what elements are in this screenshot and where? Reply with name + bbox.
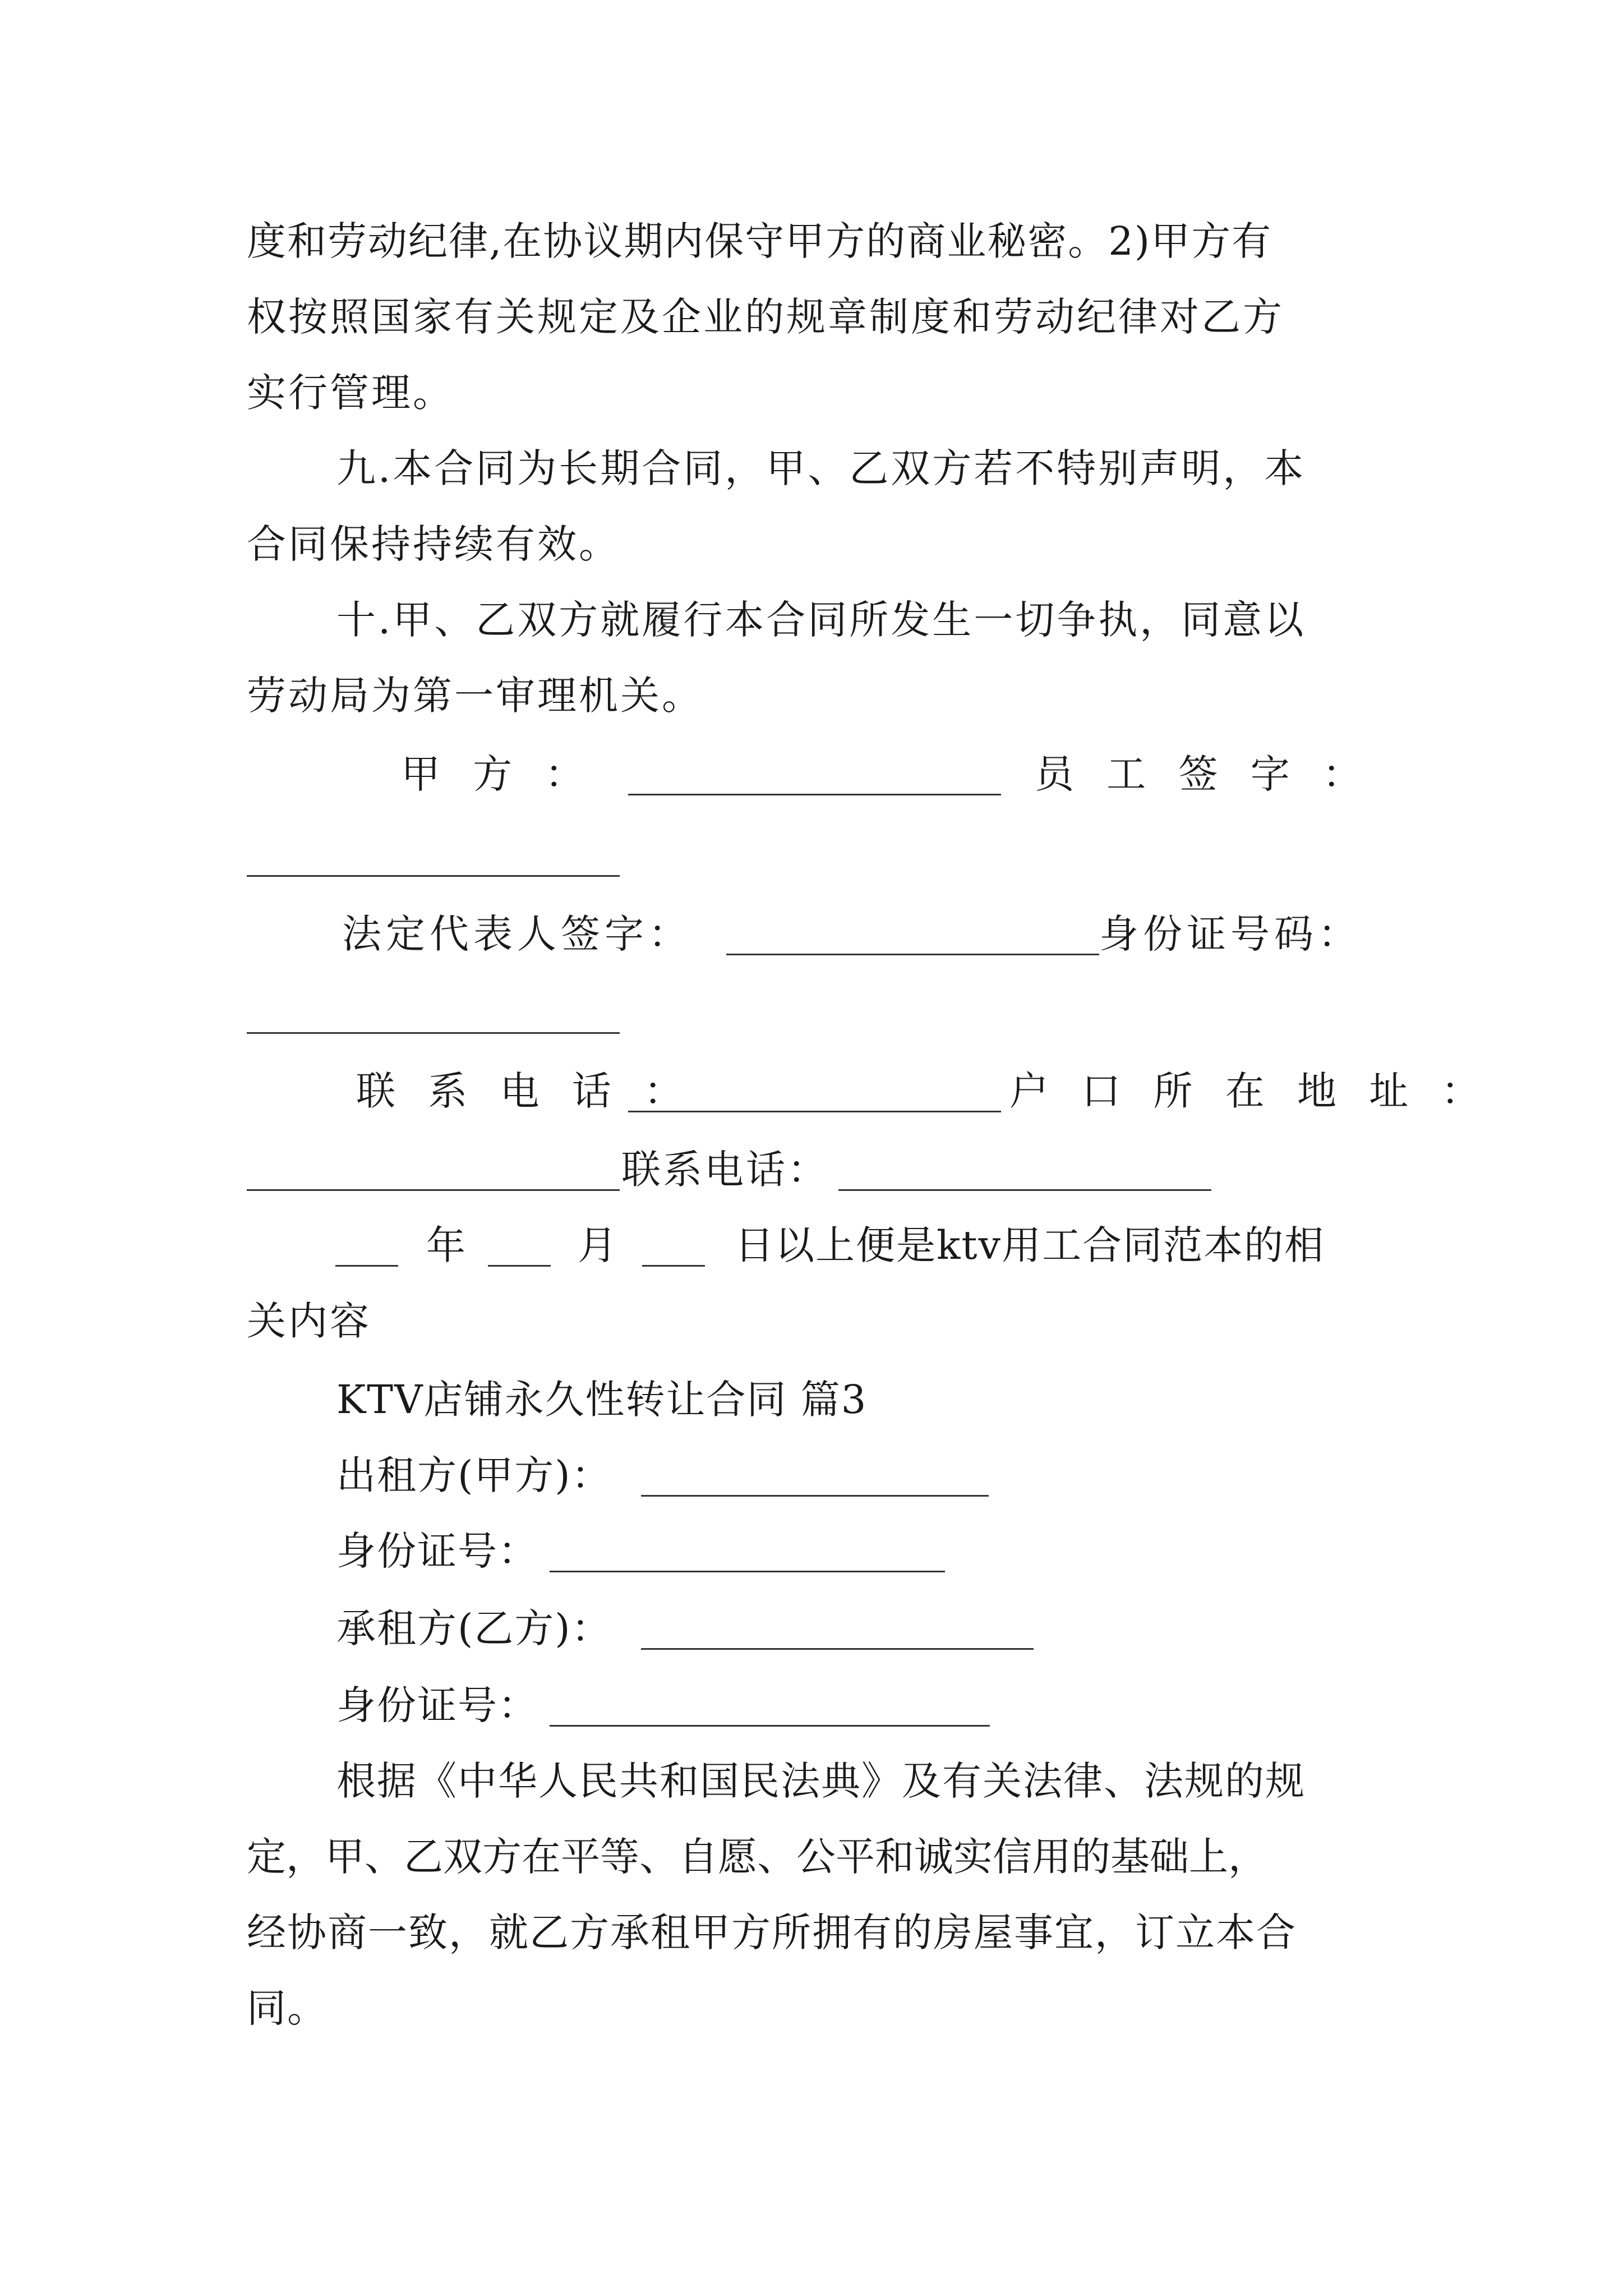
lessee-label: 承租方(乙方)： — [336, 1605, 612, 1651]
intro-line-4: 同。 — [247, 1985, 328, 2031]
contact-phone-blank — [628, 1111, 1001, 1112]
lessor-id-label: 身份证号： — [336, 1528, 538, 1574]
lessor-label: 出租方(甲方)： — [336, 1452, 612, 1498]
paragraph-1-line-1: 度和劳动纪律,在协议期内保守甲方的商业秘密。2)甲方有 — [247, 218, 1272, 264]
clause-9-line-1: 九.本合同为长期合同，甲、乙双方若不特别声明，本 — [336, 445, 1306, 491]
intro-line-3: 经协商一致，就乙方承租甲方所拥有的房屋事宜，订立本合 — [247, 1910, 1297, 1955]
day-text: 日以上便是ktv用工合同范本的相 — [735, 1222, 1325, 1268]
clause-9-line-2: 合同保持持续有效。 — [247, 521, 620, 567]
intro-line-1: 根据《中华人民共和国民法典》及有关法律、法规的规 — [336, 1758, 1306, 1804]
contact-phone-2-label: 联系电话： — [621, 1147, 829, 1193]
month-blank — [488, 1265, 551, 1267]
household-address-label: 户 口 所 在 地 址 ： — [1009, 1068, 1491, 1114]
lessor-blank — [641, 1495, 989, 1497]
party-a-label: 甲 方 ： — [401, 751, 594, 797]
lessee-id-blank — [550, 1725, 990, 1727]
contact-phone-2-blank — [838, 1189, 1211, 1191]
lessee-id-label: 身份证号： — [336, 1682, 538, 1728]
year-blank — [335, 1265, 398, 1267]
lessee-blank — [641, 1648, 1034, 1650]
legal-rep-sign-blank — [726, 954, 1099, 955]
year-label: 年 — [426, 1222, 465, 1268]
clause-10-line-1: 十.甲、乙双方就履行本合同所发生一切争执，同意以 — [336, 597, 1306, 643]
lessor-id-blank — [550, 1571, 945, 1572]
employee-sign-blank — [247, 875, 620, 877]
clause-10-line-2: 劳动局为第一审理机关。 — [247, 673, 703, 719]
id-number-label: 身份证号码： — [1099, 911, 1362, 957]
contact-phone-label: 联 系 电 话 ： — [356, 1068, 694, 1114]
paragraph-1-line-3: 实行管理。 — [247, 370, 454, 416]
party-a-blank — [628, 794, 1001, 795]
intro-line-2: 定，甲、乙双方在平等、自愿、公平和诚实信用的基础上， — [247, 1834, 1267, 1880]
paragraph-1-line-2: 权按照国家有关规定及企业的规章制度和劳动纪律对乙方 — [247, 294, 1284, 340]
legal-rep-sign-label: 法定代表人签字： — [342, 911, 692, 957]
date-line-continuation: 关内容 — [247, 1298, 371, 1344]
household-address-blank — [247, 1189, 620, 1191]
month-label: 月 — [578, 1222, 617, 1268]
section-3-title: KTV店铺永久性转让合同 篇3 — [336, 1377, 868, 1423]
employee-sign-label: 员 工 签 字 ： — [1035, 751, 1372, 797]
id-number-blank — [247, 1032, 620, 1034]
day-blank — [642, 1265, 705, 1267]
